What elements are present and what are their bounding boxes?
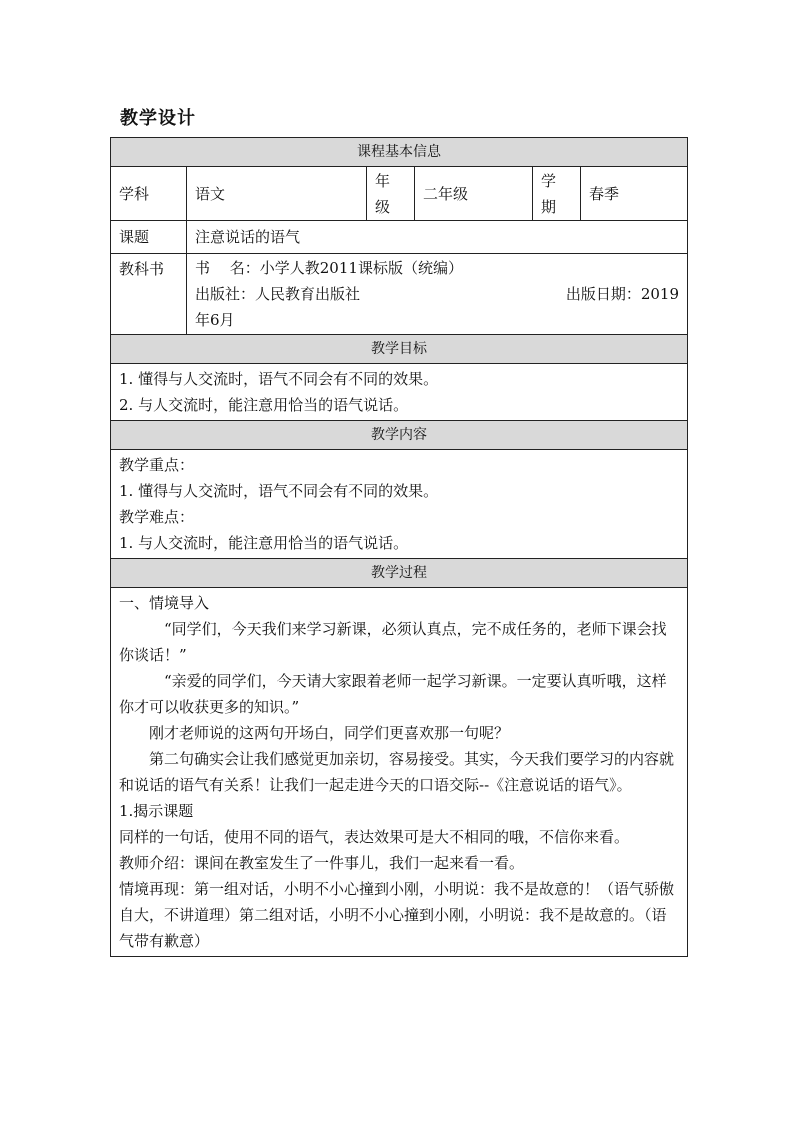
objectives-body (111, 364, 688, 421)
topic-label: 课题 (111, 221, 187, 254)
publisher-line (195, 281, 679, 307)
topic-value: 注意说话的语气 (187, 221, 688, 254)
objectives-header-row (111, 335, 688, 364)
opening-quote-1: “同学们，今天我们来学习新课，必须认真点，完不成任务的，老师下课会找你谈话！” (119, 620, 667, 664)
paragraph: 同样的一句话，使用不同的语气，表达效果可是大不相同的哦，不信你来看。 (119, 828, 630, 846)
grade-label-line2: 级 (375, 197, 391, 216)
subject-row (111, 167, 688, 221)
content-body (111, 450, 688, 559)
content-header-row (111, 421, 688, 450)
objectives-row (111, 364, 688, 421)
paragraph: 刚才老师说的这两句开场白，同学们更喜欢那一句呢？ (149, 724, 510, 742)
process-body (111, 588, 688, 957)
textbook-row (111, 254, 688, 335)
publisher: 出版社：人民教育出版社 (195, 285, 361, 303)
key-points-label: 教学重点： (119, 456, 195, 474)
paragraph: 情境再现：第一组对话，小明不小心撞到小刚，小明说：我不是故意的！（语气骄傲自大，不讲道理）第二组对话，小明不小心撞到小刚，小明说：我不是故意的。（语气带有歉意） (119, 880, 675, 950)
opening-quote-2: “亲爱的同学们，今天请大家跟着老师一起学习新课。一定要认真听哦，这样你才可以收获更多的知识。” (119, 672, 667, 716)
objective-item: 2. 与人交流时，能注意用恰当的语气说话。 (119, 396, 409, 414)
difficult-point-item: 1. 与人交流时，能注意用恰当的语气说话。 (119, 534, 409, 552)
sub-heading: 1.揭示课题 (119, 802, 194, 820)
paragraph: 第二句确实会让我们感觉更加亲切，容易接受。其实，今天我们要学习的内容就和说话的语气有关系！让我们一起走进今天的口语交际--《注意说话的语气》。 (119, 750, 675, 794)
page-title: 教学设计 (120, 108, 196, 129)
term-label-line2: 期 (541, 197, 557, 216)
publish-date-cont: 年6月 (195, 311, 235, 329)
lesson-plan-table (110, 137, 688, 957)
key-point-item: 1. 懂得与人交流时，语气不同会有不同的效果。 (119, 482, 439, 500)
textbook-label: 教科书 (111, 254, 187, 335)
paragraph: 教师介绍：课间在教室发生了一件事儿，我们一起来看一看。 (119, 854, 525, 872)
book-name: 书 名：小学人教2011课标版（统编） (195, 259, 463, 277)
basic-info-header: 课程基本信息 (111, 138, 688, 167)
process-header: 教学过程 (111, 559, 688, 588)
process-header-row (111, 559, 688, 588)
subject-label: 学科 (111, 167, 187, 221)
grade-label (367, 167, 415, 221)
publish-date: 出版日期：2019 (565, 285, 680, 303)
term-label-line1: 学 (541, 171, 557, 190)
grade-label-line1: 年 (375, 171, 391, 190)
basic-info-header-row (111, 138, 688, 167)
section-heading: 一、情境导入 (119, 594, 210, 612)
topic-row (111, 221, 688, 254)
process-row (111, 588, 688, 957)
content-header: 教学内容 (111, 421, 688, 450)
objective-item: 1. 懂得与人交流时，语气不同会有不同的效果。 (119, 370, 439, 388)
subject-value: 语文 (187, 167, 367, 221)
textbook-info (187, 254, 688, 335)
grade-value: 二年级 (415, 167, 533, 221)
content-row (111, 450, 688, 559)
term-value: 春季 (581, 167, 688, 221)
term-label (533, 167, 581, 221)
difficult-points-label: 教学难点： (119, 508, 195, 526)
objectives-header: 教学目标 (111, 335, 688, 364)
